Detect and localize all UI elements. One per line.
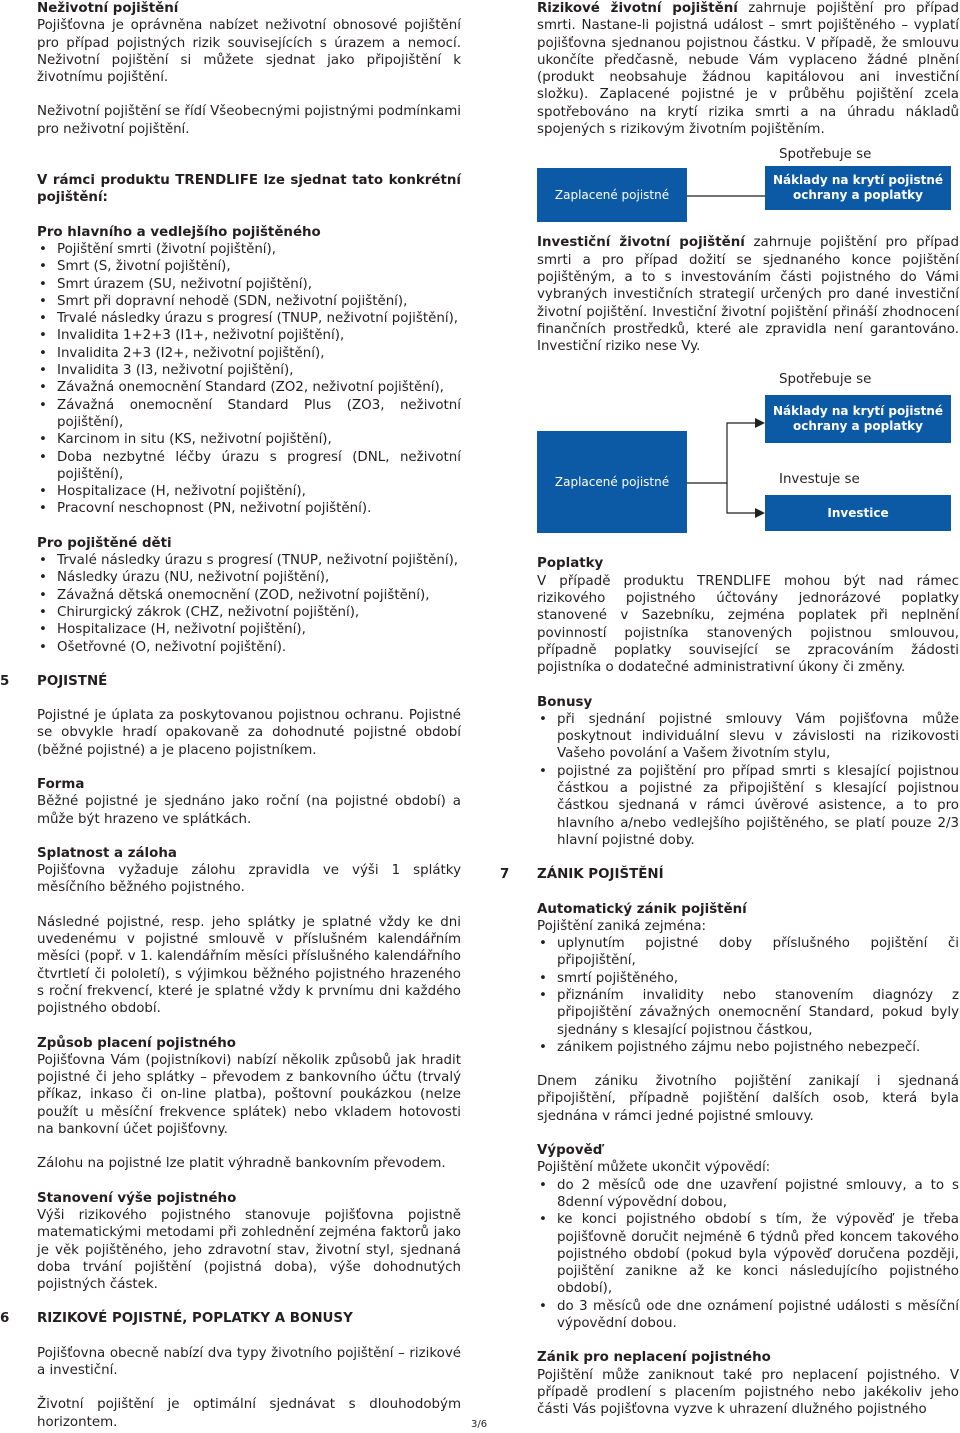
nezivotni-paragraph-1: Pojišťovna je oprávněna nabízet neživotní obnosové pojištění pro případ pojistných rizik souvisejících s úrazem a nemocí. Neživotní pojištění si můžete sjednat jako připojištění k životnímu pojištění.: [37, 18, 461, 86]
automaticky-zanik-list: [537, 935, 959, 1056]
bonusy-heading: Bonusy: [537, 694, 593, 710]
list-item: • do 3 měsíců ode dne oznámení pojistné události s měsíční výpovědní dobou.: [537, 1298, 959, 1333]
diagram-box-costs: Náklady na krytí pojistné ochrany a poplatky: [765, 166, 951, 210]
list-item: • smrtí pojištěného,: [537, 970, 959, 987]
list-item: • do 2 měsíců ode dne uzavření pojistné smlouvy, a to s 8denní výpovědní dobou,: [537, 1177, 959, 1212]
list-item: • Smrt úrazem (SU, neživotní pojištění),: [37, 276, 461, 293]
list-item: • Hospitalizace (H, neživotní pojištění),: [37, 621, 461, 638]
nezivotni-paragraph-2: Neživotní pojištění se řídí Všeobecnými pojistnými podmínkami pro neživotní pojištění.: [37, 104, 461, 137]
automaticky-zanik-heading: Automatický zánik pojištění: [537, 901, 747, 917]
list-item: • Trvalé následky úrazu s progresí (TNUP, neživotní pojištění),: [37, 310, 461, 327]
pojistne-paragraph: Pojistné je úplata za poskytovanou pojistnou ochranu. Pojistné se obvykle hradí opakovaně za dohodnuté pojistné období (běžné pojistné) a je placeno pojistníkem.: [37, 708, 461, 758]
diagram-box-investment: Investice: [765, 495, 951, 531]
zaloha-paragraph: Zálohu na pojistné lze platit výhradně bankovním převodem.: [37, 1156, 446, 1172]
vypoved-intro: Pojištění můžete ukončit výpovědí:: [537, 1160, 771, 1176]
right-column: [500, 0, 959, 1419]
diagram-label-spotrebuje: Spotřebuje se: [779, 147, 872, 163]
section-5-number: 5: [0, 673, 10, 689]
diagram-label-investuje: Investuje se: [779, 472, 860, 488]
diagram-box-paid-premium: Zaplacené pojistné: [537, 431, 687, 533]
section-7-title: ZÁNIK POJIŠTĚNÍ: [537, 867, 664, 883]
list-item: • Trvalé následky úrazu s progresí (TNUP, neživotní pojištění),: [37, 552, 461, 569]
nezivotni-title: Neživotní pojištění: [37, 1, 179, 16]
list-item: • Invalidita 2+3 (I2+, neživotní pojištění),: [37, 345, 461, 362]
list-item: • přiznáním invalidity nebo stanovením diagnózy z připojištění závažných onemocnění Standard, pokud byly sjednány s klesající pojistnou částkou,: [537, 987, 959, 1039]
list-item: • při sjednání pojistné smlouvy Vám pojišťovna může poskytnout individuální slevu v závislosti na rizikovosti Vašeho povolání a Vašem životním stylu,: [537, 711, 959, 763]
diagram-box-costs: Náklady na krytí pojistné ochrany a poplatky: [765, 395, 951, 443]
list-item: • Hospitalizace (H, neživotní pojištění),: [37, 483, 461, 500]
list-item: • Pracovní neschopnost (PN, neživotní pojištění).: [37, 500, 461, 517]
zpusob-paragraph: Pojišťovna Vám (pojistníkovi) nabízí několik způsobů jak hradit pojistné či jeho splátky – převodem z bankovního účtu (trvalý příkaz, inkaso či on-line platba), poštovní poukázkou (nelze použít u měsíční frekvence splátek) nebo vkladem hotovosti na bankovní účet pojišťovny.: [37, 1052, 461, 1138]
splatnost-paragraph: Pojišťovna vyžaduje zálohu zpravidla ve výši 1 splátky měsíčního běžného pojistného.: [37, 863, 461, 896]
list-item: • Smrt (S, životní pojištění),: [37, 258, 461, 275]
diagram-investment: [537, 355, 959, 555]
nasledne-paragraph: Následné pojistné, resp. jeho splátky je splatné vždy ke dni uvedenému v pojistné smlouvě v příslušném kalendářním měsíci (popř. v 1. kalendářním měsíci příslušného kalendářního čtvrtletí či pololetí), s výjimkou běžného pojistného hrazeného s roční frekvencí, které je splatné vždy k prvnímu dni každého pojistného období.: [37, 914, 461, 1017]
stanoveni-heading: Stanovení výše pojistného: [37, 1190, 237, 1206]
list-item: • Pojištění smrti (životní pojištění),: [37, 241, 461, 258]
section-5-title: POJISTNÉ: [37, 673, 108, 689]
list-item: • Závažná onemocnění Standard Plus (ZO3, neživotní pojištění),: [37, 397, 461, 432]
neplaceni-paragraph: Pojištění může zaniknout také pro neplacení pojistného. V případě prodlení s placením pojistného nebo jakékoliv jeho části Vás pojišťovna vyzve k uhrazení dlužného pojistného: [537, 1367, 959, 1418]
neplaceni-heading: Zánik pro neplacení pojistného: [537, 1350, 771, 1366]
list-item: • Invalidita 3 (I3, neživotní pojištění),: [37, 362, 461, 379]
investicni-paragraph: Investiční životní pojištění zahrnuje pojištění pro případ smrti a pro případ dožití se sjednaného konce pojištění pojištěným, a to s investováním části pojistného do Vámi vybraných investičních strategií určených pro dané investiční životní pojištění. Investiční životní pojištění přináší zhodnocení finančních prostředků, které ale zpravidla není garantováno. Investiční riziko nese Vy.: [537, 235, 959, 355]
forma-paragraph: Běžné pojistné je sjednáno jako roční (na pojistné období) a může být hrazeno ve splátkách.: [37, 794, 461, 827]
page-number: 3/6: [471, 1419, 488, 1430]
zpusob-heading: Způsob placení pojistného: [37, 1035, 236, 1051]
diagram-label-spotrebuje: Spotřebuje se: [779, 372, 872, 388]
children-heading: Pro pojištěné děti: [37, 535, 172, 551]
list-item: • Doba nezbytné léčby úrazu s progresí (DNL, neživotní pojištění),: [37, 449, 461, 484]
section-6-title: RIZIKOVÉ POJISTNÉ, POPLATKY A BONUSY: [37, 1311, 353, 1327]
list-item: • Ošetřovné (O, neživotní pojištění).: [37, 639, 461, 656]
poplatky-paragraph: V případě produktu TRENDLIFE mohou být nad rámec rizikového pojistného účtovány jednorázové poplatky stanovené v Sazebníku, zejména poplatek při neplnění povinností pojistníka stanovených pojistnou smlouvou, případně poplatky související se zpracováním žádosti pojistníka o dodatečné administrativní úkony či změny.: [537, 573, 959, 676]
vypoved-list: [537, 1177, 959, 1333]
section-6-paragraph-1: Pojišťovna obecně nabízí dva typy životního pojištění – rizikové a investiční.: [37, 1345, 461, 1378]
rizikove-term: Rizikové životní pojištění: [537, 1, 738, 16]
list-item: • Karcinom in situ (KS, neživotní pojištění),: [37, 431, 461, 448]
poplatky-heading: Poplatky: [537, 556, 604, 572]
list-item: • Závažná onemocnění Standard (ZO2, neživotní pojištění),: [37, 379, 461, 396]
list-item: • Závažná dětská onemocnění (ZOD, neživotní pojištění),: [37, 587, 461, 604]
list-item: • Následky úrazu (NU, neživotní pojištění),: [37, 569, 461, 586]
list-item: • uplynutím pojistné doby příslušného pojištění či připojištění,: [537, 935, 959, 970]
forma-heading: Forma: [37, 776, 85, 792]
bonusy-list: [537, 711, 959, 849]
list-item: • Smrt při dopravní nehodě (SDN, neživotní pojištění),: [37, 293, 461, 310]
section-6-number: 6: [0, 1311, 10, 1327]
arrow-icon: [687, 413, 767, 533]
list-item: • Chirurgický zákrok (CHZ, neživotní pojištění),: [37, 604, 461, 621]
vypoved-heading: Výpověď: [537, 1143, 603, 1159]
zanik-paragraph: Dnem zániku životního pojištění zanikají i sjednaná připojištění, případně pojištění dalších osob, která byla sjednána v rámci jedné pojistné smlouvy.: [537, 1074, 959, 1124]
automaticky-zanik-intro: Pojištění zaniká zejména:: [537, 918, 707, 934]
list-item: • ke konci pojistného období s tím, že výpověď je třeba pojišťovně doručit nejméně 6 týdnů před koncem takového pojistného období (pokud byla výpověď doručena později, pojištění zanikne až ke konci následujícího pojistného období),: [537, 1211, 959, 1297]
main-insured-list: [37, 241, 461, 518]
diagram-box-paid-premium: Zaplacené pojistné: [537, 168, 687, 222]
children-list: [37, 552, 461, 656]
main-insured-heading: Pro hlavního a vedlejšího pojištěného: [37, 224, 321, 240]
list-item: • Invalidita 1+2+3 (I1+, neživotní pojištění),: [37, 327, 461, 344]
trendlife-heading: V rámci produktu TRENDLIFE lze sjednat tato konkrétní pojištění:: [37, 173, 461, 206]
section-7-number: 7: [500, 867, 510, 883]
section-6-paragraph-2: Životní pojištění je optimální sjednávat s dlouhodobým horizontem.: [37, 1397, 461, 1430]
stanoveni-paragraph: Výši rizikového pojistného stanovuje pojišťovna pojistně matematickými metodami při zohlednění zejména faktorů jako je věk pojištěného, jeho zdravotní stav, životní styl, sjednaná doba trvání pojištění (pojistná doba), výše dohodnutých pojistných částek.: [37, 1207, 461, 1293]
list-item: • zánikem pojistného zájmu nebo pojistného nebezpečí.: [537, 1039, 959, 1056]
diagram-risk: [537, 138, 959, 234]
rizikove-paragraph: Rizikové životní pojištění zahrnuje pojištění pro případ smrti. Nastane-li pojistná událost – smrt pojištěného – vyplatí pojišťovna sjednanou pojistnou částku. V případě, že smlouvu ukončíte předčasně, nebude Vám vyplaceno žádné plnění (produkt neobsahuje žádnou kapitálovou ani investiční složku). Zaplacené pojistné je v průběhu pojištění zcela spotřebováno na krytí rizika smrti a na úhradu nákladů spojených s rizikovým životním pojištěním.: [537, 1, 959, 138]
left-column: [0, 0, 461, 1431]
investicni-term: Investiční životní pojištění: [537, 235, 745, 251]
list-item: • pojistné za pojištění pro případ smrti s klesající pojistnou částkou a pojistné za připojištění s klesající pojistnou částkou sjednaná v rámci úvěrové asistence, a to pro hlavního a/nebo vedlejšího pojištěného, se platí pouze 2/3 hlavní pojistné doby.: [537, 763, 959, 849]
splatnost-heading: Splatnost a záloha: [37, 845, 177, 861]
